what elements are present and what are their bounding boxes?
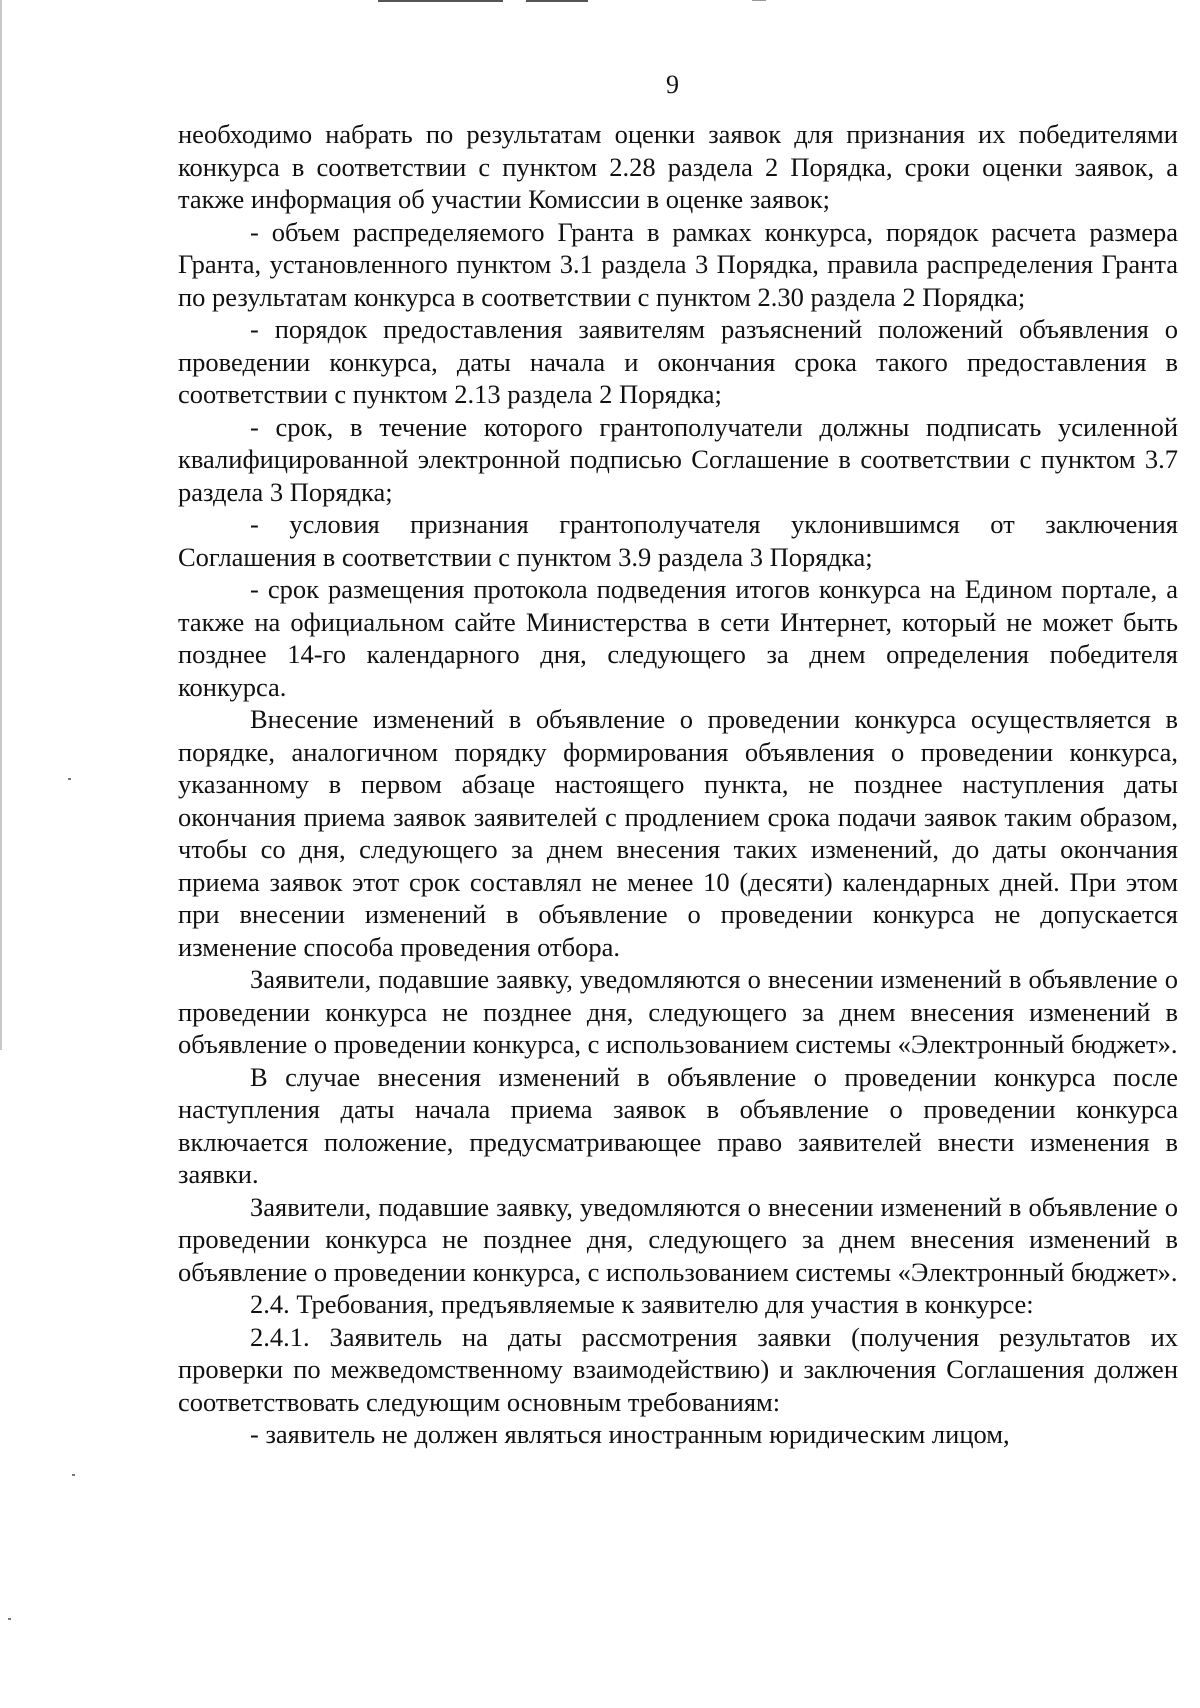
paragraph: Внесение изменений в объявление о проведении конкурса осуществляется в порядке, аналогичном порядку формирования объявления о проведении конкурса, указанному в первом абзаце настоящего пункта, не позднее наступления даты окончания приема заявок заявителей с продлением срока подачи заявок таким образом, чтобы со дня, следующего за днем внесения таких изменений, до даты окончания приема заявок этот срок составлял не менее 10 (десяти) календарных дней. При этом при внесении изменений в объявление о проведении конкурса не допускается изменение способа проведения отбора. [178,704,1178,962]
document-body [178,118,1178,1451]
scan-left-edge [0,0,2,1050]
paragraph: В случае внесения изменений в объявление о проведении конкурса после наступления даты начала приема заявок в объявление о проведении конкурса включается положение, предусматривающее право заявителей внести изменения в заявки. [178,1061,1178,1189]
paragraph: Заявители, подавшие заявку, уведомляются о внесении изменений в объявление о проведении конкурса не позднее дня, следующего за днем внесения изменений в объявление о проведении конкурса, с использованием системы «Электронный бюджет». [178,1191,1178,1287]
paragraph: - порядок предоставления заявителям разъяснений положений объявления о проведении конкурса, даты начала и окончания срока такого предоставления в соответствии с пунктом 2.13 раздела 2 Порядка; [178,314,1178,409]
paragraph: 2.4. Требования, предъявляемые к заявителю для участия в конкурсе: [250,1289,1034,1319]
paragraph: необходимо набрать по результатам оценки заявок для признания их победителями конкурса в соответствии с пунктом 2.28 раздела 2 Порядка, сроки оценки заявок, а также информация об участии Комиссии в оценке заявок; [178,119,1178,214]
scan-speck [8,1618,11,1620]
scan-artifact-line [378,0,503,2]
scan-artifact-line [526,0,588,2]
scan-speck [72,1474,75,1476]
paragraph: Заявители, подавшие заявку, уведомляются о внесении изменений в объявление о проведении конкурса не позднее дня, следующего за днем внесения изменений в объявление о проведении конкурса, с использованием системы «Электронный бюджет». [178,964,1178,1059]
paragraph: - заявитель не должен являться иностранным юридическим лицом, [250,1419,1010,1449]
page-number: 9 [666,70,679,99]
scan-artifact-line [752,0,766,1]
scan-speck [68,778,71,780]
paragraph: - срок, в течение которого грантополучатели должны подписать усиленной квалифицированной электронной подписью Соглашение в соответствии с пунктом 3.7 раздела 3 Порядка; [178,411,1178,507]
paragraph: - срок размещения протокола подведения итогов конкурса на Едином портале, а также на официальном сайте Министерства в сети Интернет, который не может быть позднее 14-го календарного дня, следующего за днем определения победителя конкурса. [178,574,1178,702]
paragraph: 2.4.1. Заявитель на даты рассмотрения заявки (получения результатов их проверки по межведомственному взаимодействию) и заключения Соглашения должен соответствовать следующим основным требованиям: [178,1321,1178,1417]
paragraph: - условия признания грантополучателя уклонившимся от заключения Соглашения в соответствии с пунктом 3.9 раздела 3 Порядка; [178,509,1178,572]
paragraph: - объем распределяемого Гранта в рамках конкурса, порядок расчета размера Гранта, установленного пунктом 3.1 раздела 3 Порядка, правила распределения Гранта по результатам конкурса в соответствии с пунктом 2.30 раздела 2 Порядка; [178,216,1178,312]
